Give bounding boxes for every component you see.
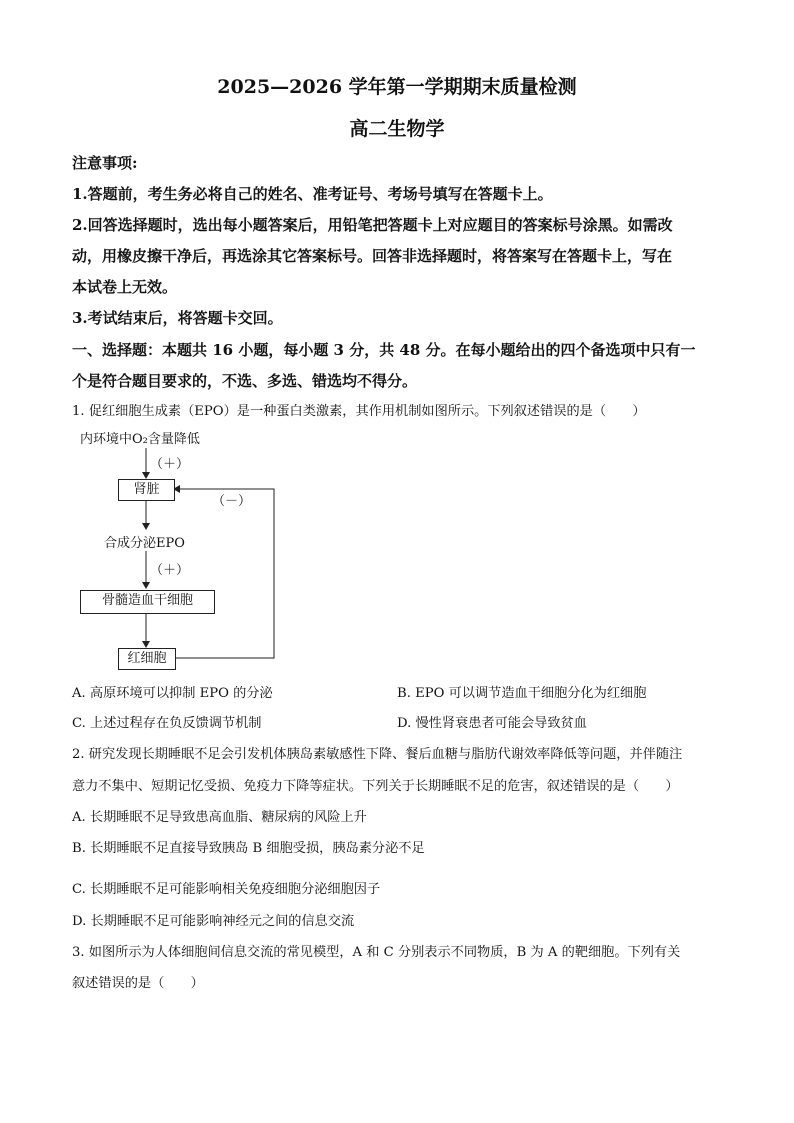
question-1-stem: 1. 促红细胞生成素（EPO）是一种蛋白类激素，其作用机制如图所示。下列叙述错误的是（ ） <box>72 404 646 419</box>
diagram-oxygen-label: 内环境中O₂含量降低 <box>80 432 200 447</box>
diagram-epo-label: 合成分泌EPO <box>104 536 185 551</box>
q2-option-a: A. 长期睡眠不足导致患高血脂、糖尿病的风险上升 <box>72 810 367 825</box>
question-3-stem-line-2: 叙述错误的是（ ） <box>72 976 204 991</box>
section-heading-line-1: 一、选择题：本题共 16 小题，每小题 3 分，共 48 分。在每小题给出的四个备选项中只有一 <box>72 341 696 359</box>
exam-subject: 高二生物学 <box>349 118 445 140</box>
notice-heading: 注意事项: <box>72 154 138 172</box>
question-2-stem-line-2: 意力不集中、短期记忆受损、免疫力下降等症状。下列关于长期睡眠不足的危害，叙述错误的是（ ） <box>72 779 679 794</box>
notice-item-2-line-3: 本试卷上无效。 <box>72 278 178 296</box>
question-2-stem-line-1: 2. 研究发现长期睡眠不足会引发机体胰岛素敏感性下降、餐后血糖与脂肪代谢效率降低等问题，并伴随注 <box>72 747 683 762</box>
q2-option-d: D. 长期睡眠不足可能影响神经元之间的信息交流 <box>72 914 355 929</box>
diagram-marrow-box: 骨髓造血干细胞 <box>80 590 215 614</box>
notice-item-2-line-2: 动，用橡皮擦干净后，再选涂其它答案标号。回答非选择题时，将答案写在答题卡上，写在 <box>72 247 673 265</box>
notice-item-3: 3.考试结束后，将答题卡交回。 <box>72 309 283 327</box>
diagram-rbc-box: 红细胞 <box>118 648 176 670</box>
diagram-plus-label-1: （＋） <box>150 457 190 472</box>
question-3-stem-line-1: 3. 如图所示为人体细胞间信息交流的常见模型，A 和 C 分别表示不同物质，B 为 A 的靶细胞。下列有关 <box>72 945 681 960</box>
q1-option-c: C. 上述过程存在负反馈调节机制 <box>72 716 262 731</box>
q1-option-b: B. EPO 可以调节造血干细胞分化为红细胞 <box>397 686 647 701</box>
section-heading-line-2: 个是符合题目要求的，不选、多选、错选均不得分。 <box>72 372 418 390</box>
q1-option-d: D. 慢性肾衰患者可能会导致贫血 <box>397 716 587 731</box>
q1-option-a: A. 高原环境可以抑制 EPO 的分泌 <box>72 686 273 701</box>
diagram-plus-label-2: （＋） <box>150 563 190 578</box>
exam-title: 2025—2026 学年第一学期期末质量检测 <box>217 76 577 98</box>
diagram-minus-label: （－） <box>212 494 252 509</box>
notice-item-2-line-1: 2.回答选择题时，选出每小题答案后，用铅笔把答题卡上对应题目的答案标号涂黑。如需改 <box>72 216 673 234</box>
q2-option-c: C. 长期睡眠不足可能影响相关免疫细胞分泌细胞因子 <box>72 882 381 897</box>
notice-item-1: 1.答题前，考生务必将自己的姓名、准考证号、考场号填写在答题卡上。 <box>72 185 553 203</box>
q2-option-b: B. 长期睡眠不足直接导致胰岛 B 细胞受损，胰岛素分泌不足 <box>72 841 425 856</box>
diagram-kidney-box: 肾脏 <box>118 479 175 501</box>
